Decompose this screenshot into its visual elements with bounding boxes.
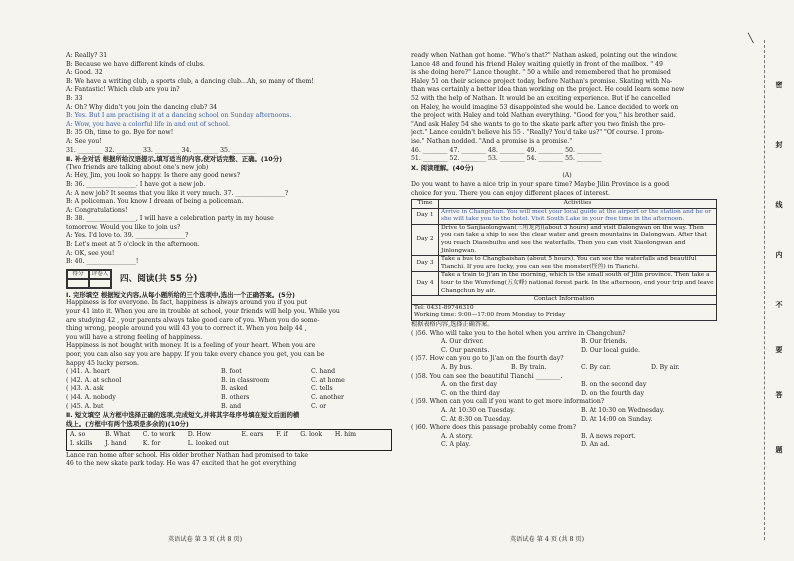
passage-line: Lance ran home after school. His older brother Nathan had promised to take xyxy=(66,451,309,459)
word-option: E. ears xyxy=(241,431,264,439)
activity-cell: Take a bus to Changbaishan (about 5 hours). You can see the waterfalls and beautiful Tianchi. If you are lucky, you can see the monster(怪兽) in Tianchi. xyxy=(439,256,717,272)
margin-char: 内 xyxy=(775,251,783,259)
passage-line: than was certainly a better idea than working on the project. He could learn some new xyxy=(411,86,685,94)
option-d[interactable]: D. on the fourth day xyxy=(581,389,644,397)
dialog-line: B: 33 xyxy=(66,94,83,102)
word-option: G. look xyxy=(300,431,323,439)
activity-cell: Arrive in Changchun. You will meet your local guide at the airport or the station and he or she will take you to the hotel. Visit South Lake in your free time in the afternoon. xyxy=(439,208,717,224)
contact-info xyxy=(412,304,717,320)
option-b[interactable]: B. foot xyxy=(221,368,242,376)
option-c[interactable]: C. or xyxy=(311,402,327,410)
cloze-line: your 41 into it. When you are in trouble at school, your friends will help you. While you xyxy=(66,308,340,316)
dialog-line: B: Because we have different kinds of clubs. xyxy=(66,60,205,68)
option-b[interactable]: B. A news report. xyxy=(581,432,636,440)
answer-blanks: 46. ________ 47. ________ 48. ________ 49. ________ 50. ________ xyxy=(411,146,602,154)
dialog-line: A: Really? 31 xyxy=(66,52,108,59)
option-a[interactable]: ( )45. A. but xyxy=(66,402,104,410)
cloze-line: you will have a strong feeling of happiness. xyxy=(66,333,203,341)
cloze-line: happy 45 lucky person. xyxy=(66,359,139,367)
dialog-line: B: 38. ________________, I will have a celebration party in my house xyxy=(66,215,274,223)
left-column xyxy=(66,52,392,469)
word-option: D. How xyxy=(187,431,211,439)
section-title: 四、阅读(共 55 分) xyxy=(120,273,198,284)
option-c[interactable]: C. on the third day xyxy=(441,389,500,397)
option-a[interactable]: A. Our driver. xyxy=(441,338,484,346)
cloze-line: poor, you can also say you are happy. If you take every chance you get, you can be xyxy=(66,351,325,358)
score-label: 得分 xyxy=(67,270,89,279)
margin-char: 要 xyxy=(775,346,783,354)
passage-line: ready when Nathan got home. "Who's that?" Nathan asked, pointing out the window. xyxy=(411,52,678,59)
grader-cell[interactable] xyxy=(89,279,111,288)
dialog-line: A: See you! xyxy=(66,137,102,145)
option-b[interactable]: B. in classroom xyxy=(221,376,270,384)
question-options xyxy=(411,407,723,424)
margin-char: 不 xyxy=(775,301,783,309)
table-row xyxy=(412,256,717,272)
word-option: H. him xyxy=(334,431,356,439)
passage-instruction: 线上。(方框中有两个选项是多余的)(10分) xyxy=(66,419,189,428)
passage-line: is she doing here?" Lance thought. " 50 a while and remembered that he promised xyxy=(411,69,671,77)
question-options xyxy=(411,433,723,450)
word-option: F. if xyxy=(276,431,288,439)
dialog-line: B: Let's meet at 5 o'clock in the afternoon. xyxy=(66,241,200,249)
word-option: J. hand xyxy=(105,439,127,447)
margin-char: 线 xyxy=(775,201,783,209)
section-four-header xyxy=(66,269,392,289)
dialog-line: B: 36. ________________. I have got a new job. xyxy=(66,180,206,188)
activity-cell: Drive to Sanjiaolongwan(三角龙湾)(about 3 hours) and visit Dalongwan on the way. Then you can take a ship to see the clear water and green mountains in Dalongwan. After that you reach Diaoshuihu and see the waterfalls. Then you can visit Xiaolongwan and Jinlongwan. xyxy=(439,224,717,255)
cloze-line: thing wrong, people around you will 43 you to correct it. When you help 44 , xyxy=(66,325,307,333)
corner-mark: ╲ xyxy=(748,34,754,44)
dialog-line: A: Fantastic! Which club are you in? xyxy=(66,86,180,94)
dialog-line: tomorrow. Would you like to join us? xyxy=(66,223,181,231)
dialog-line: B: Yes. But I am practising it at a dancing school on Sunday afternoons. xyxy=(66,112,292,120)
option-b[interactable]: B. asked xyxy=(221,385,248,393)
answer-blanks: 31. ________ 32. ________ 33. ________ 34. ________ 35. ________ xyxy=(66,146,257,154)
option-c[interactable]: C. another xyxy=(311,393,344,401)
cloze-option-row xyxy=(66,385,392,394)
dialog-line: B: 40. ________________! xyxy=(66,258,139,266)
dialog-line: B: We have a writing club, a sports club, a dancing club…Ah, so many of them! xyxy=(66,77,314,85)
question-options xyxy=(411,381,723,398)
grader-label: 评卷人 xyxy=(89,270,111,279)
cloze-line: Happiness is not bought with money. It is a feeling of your heart. When you are xyxy=(66,342,316,350)
dialog-line: A: Congratulations! xyxy=(66,206,128,214)
day-cell: Day 4 xyxy=(412,272,439,296)
cloze-option-row xyxy=(66,368,392,377)
binding-line xyxy=(764,40,765,540)
option-a[interactable]: ( )44. A. nobody xyxy=(66,393,116,401)
passage-line: Lance 48 and found his friend Haley waiting quietly in front of the mailbox. " 49 xyxy=(411,60,663,68)
dialog-line: A: Good. 32 xyxy=(66,69,103,77)
cloze-instruction: Ⅰ. 完形填空 根据短文内容,从每小题所给的三个选项中,选出一个正确答案。(5分) xyxy=(66,290,295,299)
question-options xyxy=(411,364,723,373)
section-instruction: Ⅱ. 补全对话 根据所给汉语提示,填写适当的内容,使对话完整、正确。(10分) xyxy=(66,155,283,164)
table-row xyxy=(412,272,717,296)
reading-title: Ⅹ. 阅读理解。(40分) xyxy=(411,163,474,172)
passage-line: the project with Haley and told Nathan everything. "Good for you," his brother said. xyxy=(411,112,676,120)
questions-instruction: 根据表格内容,选择正确答案。 xyxy=(411,321,494,328)
answer-blanks: 51. ________ 52. ________ 53. ________ 54. ________ 55. ________ xyxy=(411,155,602,163)
passage-line: on Haley, he would imagine 53 disappointed she would be. Lance decided to work on xyxy=(411,103,679,111)
margin-char: 答 xyxy=(775,391,783,399)
question-options xyxy=(411,338,723,355)
intro-line: choice for you. There you can enjoy different places of interest. xyxy=(411,189,611,197)
option-c[interactable]: C. hand xyxy=(311,368,336,376)
margin-char: 封 xyxy=(775,141,783,149)
option-b[interactable]: B. At 10:30 on Wednesday. xyxy=(581,406,665,414)
option-c[interactable]: C. at home xyxy=(311,376,345,384)
day-cell: Day 1 xyxy=(412,208,439,224)
contact-header: Contact Information xyxy=(412,296,717,305)
passage-line: ject." Lance couldn't believe his 55 . "Really? You'd take us?" "Of course. I prom- xyxy=(411,129,665,137)
score-box xyxy=(66,269,112,289)
activity-cell: Take a train to Ji'an in the morning, which is the small south of Jilin province. Then take a tour to the Wunvfeng(五女峰) national forest park. In the afternoon, end your trip and leave Changchun by air. xyxy=(439,272,717,296)
page-footer-right: 英语试卷 第 4 页 (共 8 页) xyxy=(510,536,585,543)
margin-char: 密 xyxy=(775,81,783,89)
dialog-line: A: OK, see you! xyxy=(66,249,115,257)
word-option: L. looked out xyxy=(187,439,229,447)
option-c[interactable]: C. At 8:30 on Tuesday. xyxy=(441,415,512,423)
cloze-line: are studying 42 , your parents always take good care of you. When you do some- xyxy=(66,316,320,324)
dialog-line: A: A new job? It seems that you like it very much. 37. ________________? xyxy=(66,189,289,197)
table-header-activities: Activities xyxy=(439,200,717,209)
option-b[interactable]: B. and xyxy=(221,402,242,410)
word-option: A. so xyxy=(70,431,86,439)
option-d[interactable]: D. An ad. xyxy=(581,441,610,449)
dialog-line: (Two friends are talking about one's new job) xyxy=(66,163,209,171)
option-c[interactable]: C. A play. xyxy=(441,441,471,449)
dialog-line: A: Wow, you have a colorful life in and out of school. xyxy=(66,120,230,128)
score-cell[interactable] xyxy=(67,279,89,288)
option-a[interactable]: ( )43. A. ask xyxy=(66,385,104,393)
day-cell: Day 2 xyxy=(412,224,439,255)
table-row xyxy=(412,208,717,224)
word-option: B. What xyxy=(105,431,131,439)
option-a[interactable]: ( )42. A. at school xyxy=(66,376,122,384)
option-c[interactable]: C. tells xyxy=(311,385,333,393)
option-d[interactable]: D. Our local guide. xyxy=(581,346,640,354)
dialog-line: A: Yes. I'd love to. 39. ________________? xyxy=(66,232,189,240)
dialog-line: A: Oh? Why didn't you join the dancing club? 34 xyxy=(66,103,218,111)
cloze-option-row xyxy=(66,394,392,403)
dialog-line: B: 35 Oh, time to go. Bye for now! xyxy=(66,129,174,137)
option-b[interactable]: B. By train. xyxy=(511,363,547,371)
passage-line: 52 with the help of Nathan. It would be an exciting experience. But if he cancelled xyxy=(411,94,671,102)
working-time: Working time: 9:00—17:00 from Monday to Friday xyxy=(414,312,566,319)
intro-line: Do you want to have a nice trip in your spare time? Maybe Jilin Province is a good xyxy=(411,180,670,188)
dialog-line: A: Hey, Jim, you look so happy. Is there any good news? xyxy=(66,172,241,180)
option-b[interactable]: B. on the second day xyxy=(581,381,647,389)
question-stem: ( )59. When can you call if you want to get more information? xyxy=(411,398,605,406)
option-b[interactable]: B. others xyxy=(221,393,250,401)
option-d[interactable]: D. By air. xyxy=(651,363,680,371)
itinerary-table xyxy=(411,199,717,321)
cloze-option-row xyxy=(66,403,392,412)
passage-line: 46 to the new skate park today. He was 47 excited that he got everything xyxy=(66,460,297,468)
passage-line: Haley 51 on their science project today, before Nathan's promise. Skating with Na- xyxy=(411,77,673,85)
option-a[interactable]: A. A story. xyxy=(441,432,473,440)
passage-line: ise." Nathan nodded. "And a promise is a promise." xyxy=(411,137,573,145)
table-header-time: Time xyxy=(412,200,439,209)
margin-char: 题 xyxy=(775,446,783,454)
option-a[interactable]: ( )41. A. heart xyxy=(66,368,110,376)
option-a[interactable]: A. By bus. xyxy=(441,363,473,371)
tel: Tel: 0431-89746310 xyxy=(414,304,474,311)
passage-label: (A) xyxy=(562,172,572,180)
question-stem: ( )60. Where does this passage probably come from? xyxy=(411,424,577,432)
option-a[interactable]: A. At 10:30 on Tuesday. xyxy=(441,406,515,414)
word-option: I. skills xyxy=(70,439,93,447)
passage-instruction: Ⅱ. 短文填空 从方框中选择正确的选项,完成短文,并将其字母序号填在短文后面的横 xyxy=(66,411,300,420)
dialog-line: B: A policeman. You know I dream of being a policeman. xyxy=(66,198,244,206)
word-option: C. to work xyxy=(142,431,176,439)
table-row xyxy=(412,224,717,255)
word-box xyxy=(66,429,392,450)
cloze-line: Happiness is for everyone. In fact, happiness is always around you if you put xyxy=(66,299,308,307)
passage-line: "And ask Haley 54 she wants to go to the skate park after you two finish the pro- xyxy=(411,120,666,128)
day-cell: Day 3 xyxy=(412,256,439,272)
question-stem: ( )58. You can see the beautiful Tianchi ________. xyxy=(411,372,563,380)
word-option: K. for xyxy=(142,439,161,447)
cloze-option-row xyxy=(66,377,392,386)
question-stem: ( )57. How can you go to Ji'an on the fourth day? xyxy=(411,355,564,363)
question-stem: ( )56. Who will take you to the hotel when you arrive in Changchun? xyxy=(411,329,626,337)
page-footer-left: 英语试卷 第 3 页 (共 8 页) xyxy=(168,536,243,543)
option-b[interactable]: B. Our friends. xyxy=(581,338,628,346)
option-d[interactable]: D. At 14:00 on Sunday. xyxy=(581,415,653,423)
option-c[interactable]: C. Our parents. xyxy=(441,346,490,354)
option-a[interactable]: A. on the first day xyxy=(441,381,498,389)
option-c[interactable]: C. By car. xyxy=(581,363,611,371)
right-column xyxy=(411,52,723,450)
